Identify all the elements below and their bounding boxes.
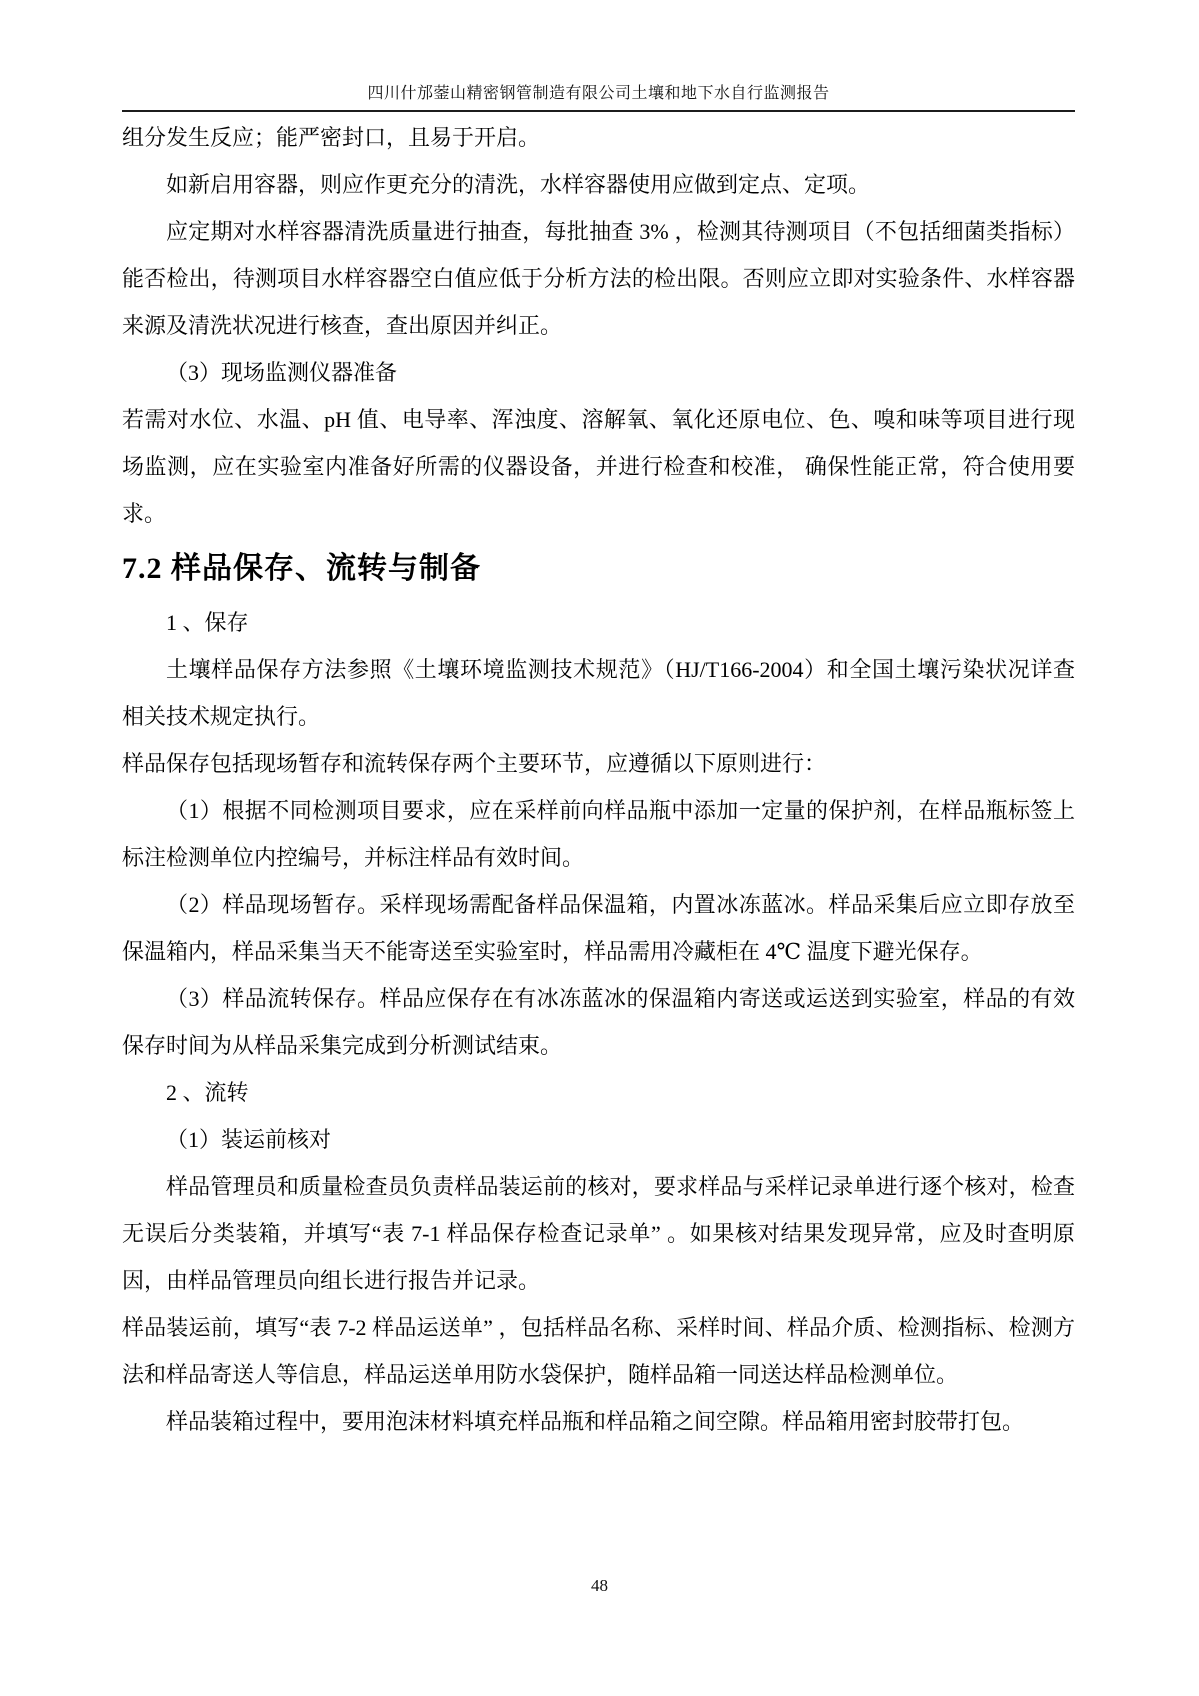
- list-item-heading: 2 、流转: [166, 1080, 249, 1105]
- paragraph: 如新启用容器，则应作更充分的清洗，水样容器使用应做到定点、定项。: [166, 172, 871, 197]
- paragraph: 若需对水位、水温、pH 值、电导率、浑浊度、溶解氧、氧化还原电位、色、嗅和味等项目进行现场监测，应在实验室内准备好所需的仪器设备，并进行检查和校准， 确保性能正常，符合使用要求。: [122, 407, 1075, 526]
- paragraph: （2）样品现场暂存。采样现场需配备样品保温箱，内置冰冻蓝冰。样品采集后应立即存放至保温箱内，样品采集当天不能寄送至实验室时，样品需用冷藏柜在 4℃ 温度下避光保存。: [122, 892, 1075, 964]
- section-heading: 7.2 样品保存、流转与制备: [122, 552, 481, 585]
- page-number: 48: [591, 1576, 608, 1595]
- paragraph: （1）根据不同检测项目要求，应在采样前向样品瓶中添加一定量的保护剂，在样品瓶标签上标注检测单位内控编号，并标注样品有效时间。: [122, 798, 1075, 870]
- document-body: [122, 114, 1075, 1445]
- paragraph: 样品管理员和质量检查员负责样品装运前的核对，要求样品与采样记录单进行逐个核对，检查无误后分类装箱，并填写“表 7-1 样品保存检查记录单” 。如果核对结果发现异常，应及时查明原因，由样品管理员向组长进行报告并记录。: [122, 1174, 1075, 1293]
- running-header: 四川什邡蓥山精密钢管制造有限公司土壤和地下水自行监测报告: [122, 0, 1075, 112]
- list-item-heading: （1）装运前核对: [166, 1127, 332, 1152]
- paragraph: 应定期对水样容器清洗质量进行抽查，每批抽查 3% ，检测其待测项目（不包括细菌类指标）能否检出，待测项目水样容器空白值应低于分析方法的检出限。否则应立即对实验条件、水样容器来源及清洗状况进行核查，查出原因并纠正。: [122, 219, 1075, 338]
- paragraph: 样品装箱过程中，要用泡沫材料填充样品瓶和样品箱之间空隙。样品箱用密封胶带打包。: [166, 1409, 1025, 1434]
- list-item-heading: 1 、保存: [166, 610, 249, 635]
- paragraph: 土壤样品保存方法参照《土壤环境监测技术规范》（HJ/T166-2004）和全国土壤污染状况详查相关技术规定执行。: [122, 657, 1075, 729]
- paragraph-continuation: 组分发生反应；能严密封口，且易于开启。: [122, 125, 541, 150]
- paragraph: （3）样品流转保存。样品应保存在有冰冻蓝冰的保温箱内寄送或运送到实验室，样品的有效保存时间为从样品采集完成到分析测试结束。: [122, 986, 1075, 1058]
- list-item-heading: （3）现场监测仪器准备: [166, 360, 398, 385]
- paragraph: 样品保存包括现场暂存和流转保存两个主要环节，应遵循以下原则进行：: [122, 751, 827, 776]
- paragraph: 样品装运前，填写“表 7-2 样品运送单” ，包括样品名称、采样时间、样品介质、检测指标、检测方法和样品寄送人等信息，样品运送单用防水袋保护，随样品箱一同送达样品检测单位。: [122, 1315, 1075, 1387]
